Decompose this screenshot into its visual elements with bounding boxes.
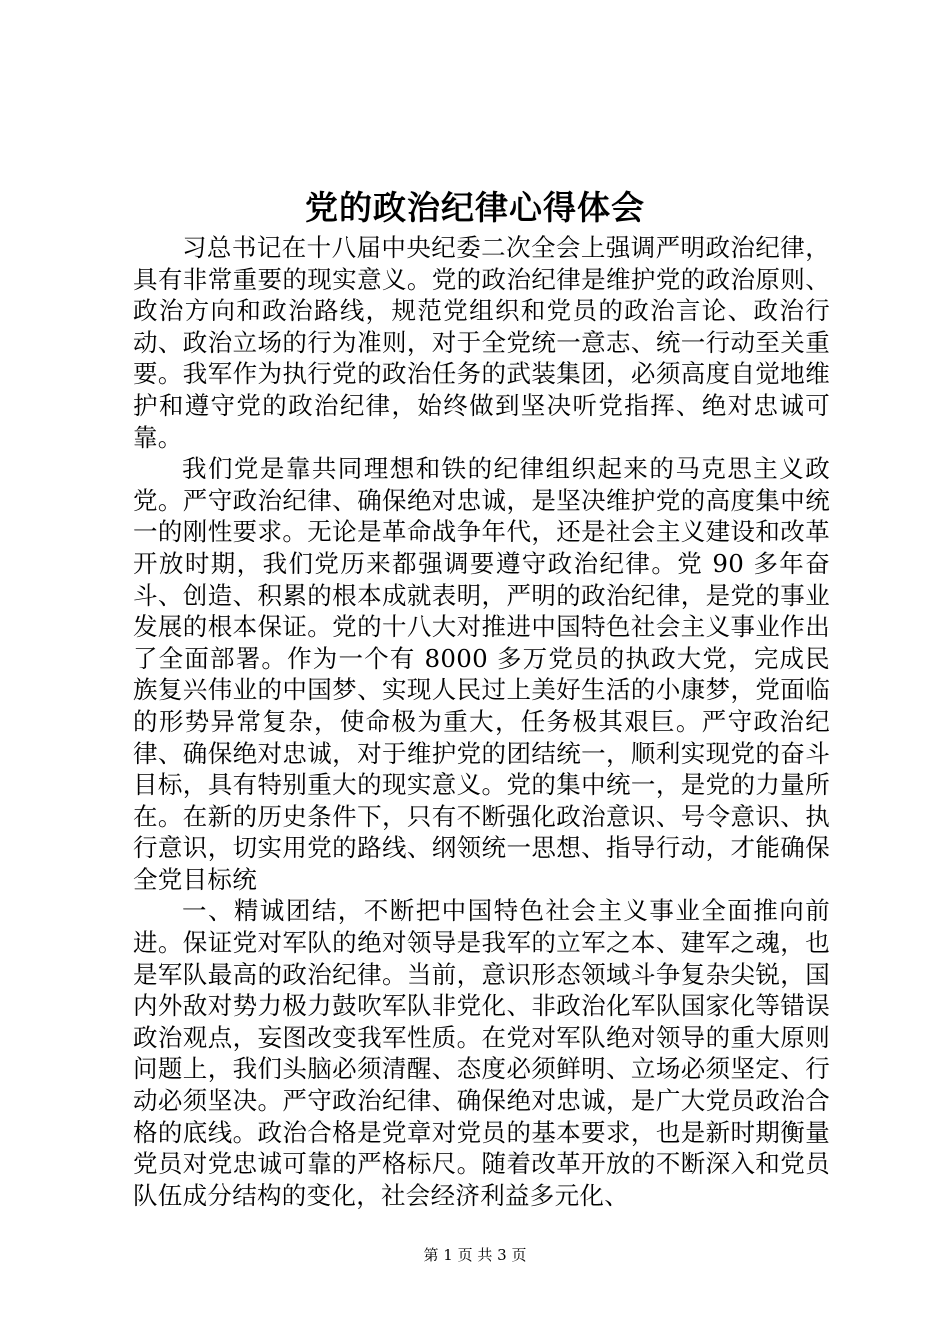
page-footer: 第 1 页 共 3 页 bbox=[423, 1246, 527, 1264]
document-body bbox=[133, 232, 830, 1211]
paragraph-1: 习总书记在十八届中央纪委二次全会上强调严明政治纪律，具有非常重要的现实意义。党的政治纪律是维护党的政治原则、政治方向和政治路线，规范党组织和党员的政治言论、政治行动、政治立场的行为准则，对于全党统一意志、统一行动至关重要。我军作为执行党的政治任务的武装集团，必须高度自觉地维护和遵守党的政治纪律，始终做到坚决听党指挥、绝对忠诚可靠。 bbox=[133, 233, 830, 452]
document-title: 党的政治纪律心得体会 bbox=[305, 188, 645, 227]
paragraph-3: 一、精诚团结，不断把中国特色社会主义事业全面推向前进。保证党对军队的绝对领导是我军的立军之本、建军之魂，也是军队最高的政治纪律。当前，意识形态领域斗争复杂尖锐，国内外敌对势力极力鼓吹军队非党化、非政治化军队国家化等错误政治观点，妄图改变我军性质。在党对军队绝对领导的重大原则问题上，我们头脑必须清醒、态度必须鲜明、立场必须坚定、行动必须坚决。严守政治纪律、确保绝对忠诚，是广大党员政治合格的底线。政治合格是党章对党员的基本要求，也是新时期衡量党员对党忠诚可靠的严格标尺。随着改革开放的不断深入和党员队伍成分结构的变化，社会经济利益多元化、 bbox=[133, 896, 830, 1210]
paragraph-2: 我们党是靠共同理想和铁的纪律组织起来的马克思主义政党。严守政治纪律、确保绝对忠诚，是坚决维护党的高度集中统一的刚性要求。无论是革命战争年代，还是社会主义建设和改革开放时期，我们党历来都强调要遵守政治纪律。党 90 多年奋斗、创造、积累的根本成就表明，严明的政治纪律，是党的事业发展的根本保证。党的十八大对推进中国特色社会主义事业作出了全面部署。作为一个有 8000 多万党员的执政大党，完成民族复兴伟业的中国梦、实现人民过上美好生活的小康梦，党面临的形势异常复杂，使命极为重大，任务极其艰巨。严守政治纪律、确保绝对忠诚，对于维护党的团结统一，顺利实现党的奋斗目标，具有特别重大的现实意义。党的集中统一，是党的力量所在。在新的历史条件下，只有不断强化政治意识、号令意识、执行意识，切实用党的路线、纲领统一思想、指导行动，才能确保全党目标统 bbox=[133, 454, 830, 894]
